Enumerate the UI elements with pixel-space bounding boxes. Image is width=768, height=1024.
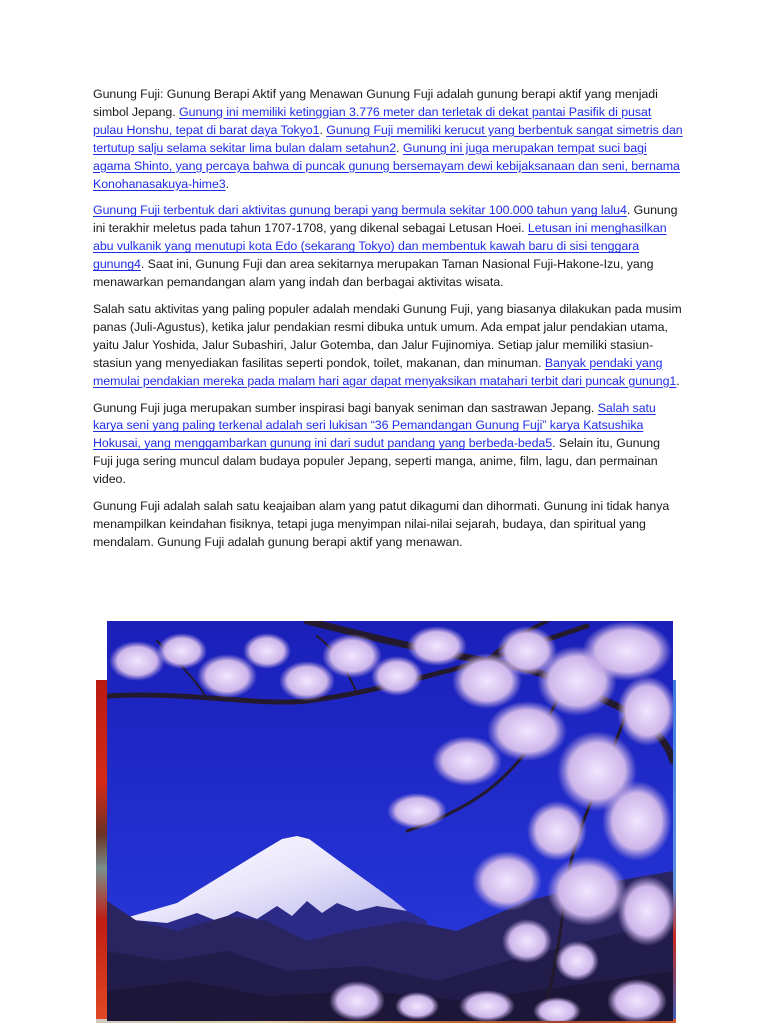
hyperlink[interactable]: Salah satu karya seni yang paling terkenal adalah seri lukisan “36 Pemandangan Gunung Fuji” karya Katsushika Hokusai, yang menggambarkan gunung ini dari sudut pandang yang berbeda-beda5	[93, 400, 656, 451]
paragraph	[93, 498, 683, 552]
paragraph-text: Gunung Fuji juga merupakan sumber inspirasi bagi banyak seniman dan sastrawan Jepang.	[93, 400, 598, 415]
figure	[96, 621, 678, 1024]
hyperlink[interactable]: Gunung ini juga merupakan tempat suci bagi agama Shinto, yang percaya bahwa di puncak gunung bersemayam dewi kebijaksanaan dan seni, bernama Konohanasakuya-hime3	[93, 140, 680, 191]
paragraph-text: .	[396, 140, 403, 155]
paragraph	[93, 202, 683, 292]
paragraph	[93, 86, 683, 193]
paragraph-text: . Saat ini, Gunung Fuji dan area sekitarnya merupakan Taman Nasional Fuji-Hakone-Izu, yang menawarkan pemandangan alam yang indah dan berbagai aktivitas wisata.	[93, 257, 654, 290]
paragraph-text: Salah satu aktivitas yang paling populer adalah mendaki Gunung Fuji, yang biasanya dilakukan pada musim panas (Juli-Agustus), ketika jalur pendakian resmi dibuka untuk umum. Ada empat jalur pendakian utama, yaitu Jalur Yoshida, Jalur Subashiri, Jalur Gotemba, dan Jalur Fujinomiya. Setiap jalur memiliki stasiun-stasiun yang menyediakan fasilitas seperti pondok, toilet, makanan, dan minuman.	[93, 301, 682, 370]
paragraph-text: . Gunung ini terakhir meletus pada tahun 1707-1708, yang dikenal sebagai Letusan Hoei.	[93, 203, 678, 236]
paragraph-text: .	[319, 122, 327, 137]
document-body	[93, 86, 683, 561]
hyperlink[interactable]: Letusan ini menghasilkan abu vulkanik yang menutupi kota Edo (sekarang Tokyo) dan membentuk kawah baru di sisi tenggara gunung4	[93, 221, 667, 272]
paragraph	[93, 301, 683, 391]
paragraph-text: Gunung Fuji: Gunung Berapi Aktif yang Menawan Gunung Fuji adalah gunung berapi aktif yang menjadi simbol Jepang.	[93, 87, 658, 119]
paragraph-text: . Selain itu, Gunung Fuji juga sering muncul dalam budaya populer Jepang, seperti manga, anime, film, lagu, dan permainan video.	[93, 436, 660, 487]
hyperlink[interactable]: Gunung Fuji terbentuk dari aktivitas gunung berapi yang bermula sekitar 100.000 tahun yang lalu4	[93, 203, 627, 218]
paragraph-text: Gunung Fuji adalah salah satu keajaiban alam yang patut dikagumi dan dihormati. Gunung ini tidak hanya menampilkan keindahan fisiknya, tetapi juga menyimpan nilai-nilai sejarah, budaya, dan spiritual yang mendalam. Gunung Fuji adalah gunung berapi aktif yang menawan.	[93, 499, 670, 549]
paragraph-text: .	[676, 373, 680, 388]
paragraph-text: .	[225, 176, 230, 191]
mount-fuji-cherry-blossom-image	[107, 621, 673, 1021]
paragraph	[93, 400, 683, 490]
hyperlink[interactable]: Gunung Fuji memiliki kerucut yang berbentuk sangat simetris dan tertutup salju selama sekitar lima bulan dalam setahun2	[93, 122, 683, 155]
hyperlink[interactable]: Gunung ini memiliki ketinggian 3.776 meter dan terletak di dekat pantai Pasifik di pusat pulau Honshu, tepat di barat daya Tokyo1	[93, 104, 652, 137]
hyperlink[interactable]: Banyak pendaki yang memulai pendakian mereka pada malam hari agar dapat menyaksikan matahari terbit dari puncak gunung1	[93, 355, 677, 388]
